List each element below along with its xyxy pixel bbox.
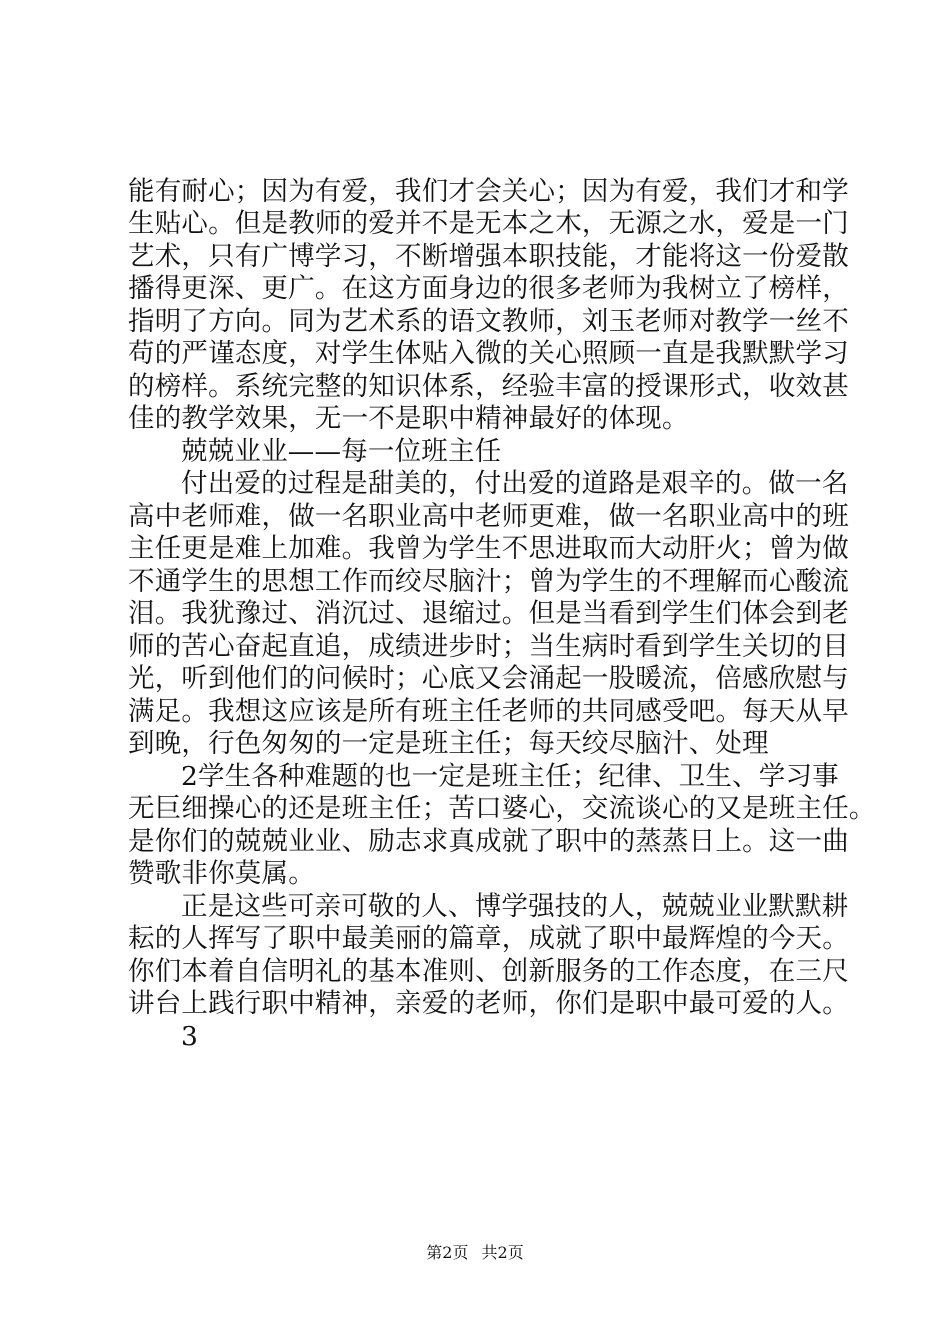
section-heading: 兢兢业业——每一位班主任 [181,436,502,467]
text-line: 泪。我犹豫过、消沉过、退缩过。但是当看到学生们体会到老 [128,598,849,629]
paragraph-start-line: 正是这些可亲可敬的人、博学强技的人，兢兢业业默默耕 [181,891,849,922]
text-line: 是你们的兢兢业业、励志求真成就了职中的蒸蒸日上。这一曲 [128,826,849,857]
paragraph-start-line: 2学生各种难题的也一定是班主任；纪律、卫生、学习事 [181,761,839,792]
text-line: 耘的人挥写了职中最美丽的篇章，成就了职中最辉煌的今天。 [128,923,849,954]
paragraph-start-line: 付出爱的过程是甜美的，付出爱的道路是艰辛的。做一名 [181,468,849,499]
text-line: 无巨细操心的还是班主任；苦口婆心，交流谈心的又是班主任。 [128,793,876,824]
text-line: 到晚，行色匆匆的一定是班主任；每天绞尽脑汁、处理 [128,728,769,759]
text-line: 赞歌非你莫属。 [128,858,315,889]
text-line: 你们本着自信明礼的基本准则、创新服务的工作态度，在三尺 [128,956,849,987]
text-line: 苟的严谨态度，对学生体贴入微的关心照顾一直是我默默学习 [128,338,849,369]
text-line: 师的苦心奋起直追，成绩进步时；当生病时看到学生关切的目 [128,631,849,662]
text-line: 指明了方向。同为艺术系的语文教师，刘玉老师对教学一丝不 [128,306,849,337]
text-line: 能有耐心；因为有爱，我们才会关心；因为有爱，我们才和学 [128,176,849,207]
text-line: 佳的教学效果，无一不是职中精神最好的体现。 [128,403,689,434]
text-line: 高中老师难，做一名职业高中老师更难，做一名职业高中的班 [128,501,849,532]
text-line: 满足。我想这应该是所有班主任老师的共同感受吧。每天从早 [128,696,849,727]
text-line: 不通学生的思想工作而绞尽脑汁；曾为学生的不理解而心酸流 [128,566,849,597]
text-line: 的榜样。系统完整的知识体系，经验丰富的授课形式，收效甚 [128,371,849,402]
text-line: 讲台上践行职中精神，亲爱的老师，你们是职中最可爱的人。 [128,988,849,1019]
text-line: 生贴心。但是教师的爱并不是无本之木，无源之水，爱是一门 [128,208,849,239]
footer-page-number: 第2页 [426,1243,469,1262]
text-line: 艺术，只有广博学习，不断增强本职技能，才能将这一份爱散 [128,241,849,272]
page-number-marker: 3 [181,1021,199,1052]
footer-page-total: 共2页 [481,1243,524,1262]
text-line: 播得更深、更广。在这方面身边的很多老师为我树立了榜样， [128,273,849,304]
page-footer [0,1243,950,1263]
text-line: 光，听到他们的问候时；心底又会涌起一股暖流，倍感欣慰与 [128,663,849,694]
text-line: 主任更是难上加难。我曾为学生不思进取而大动肝火；曾为做 [128,533,849,564]
